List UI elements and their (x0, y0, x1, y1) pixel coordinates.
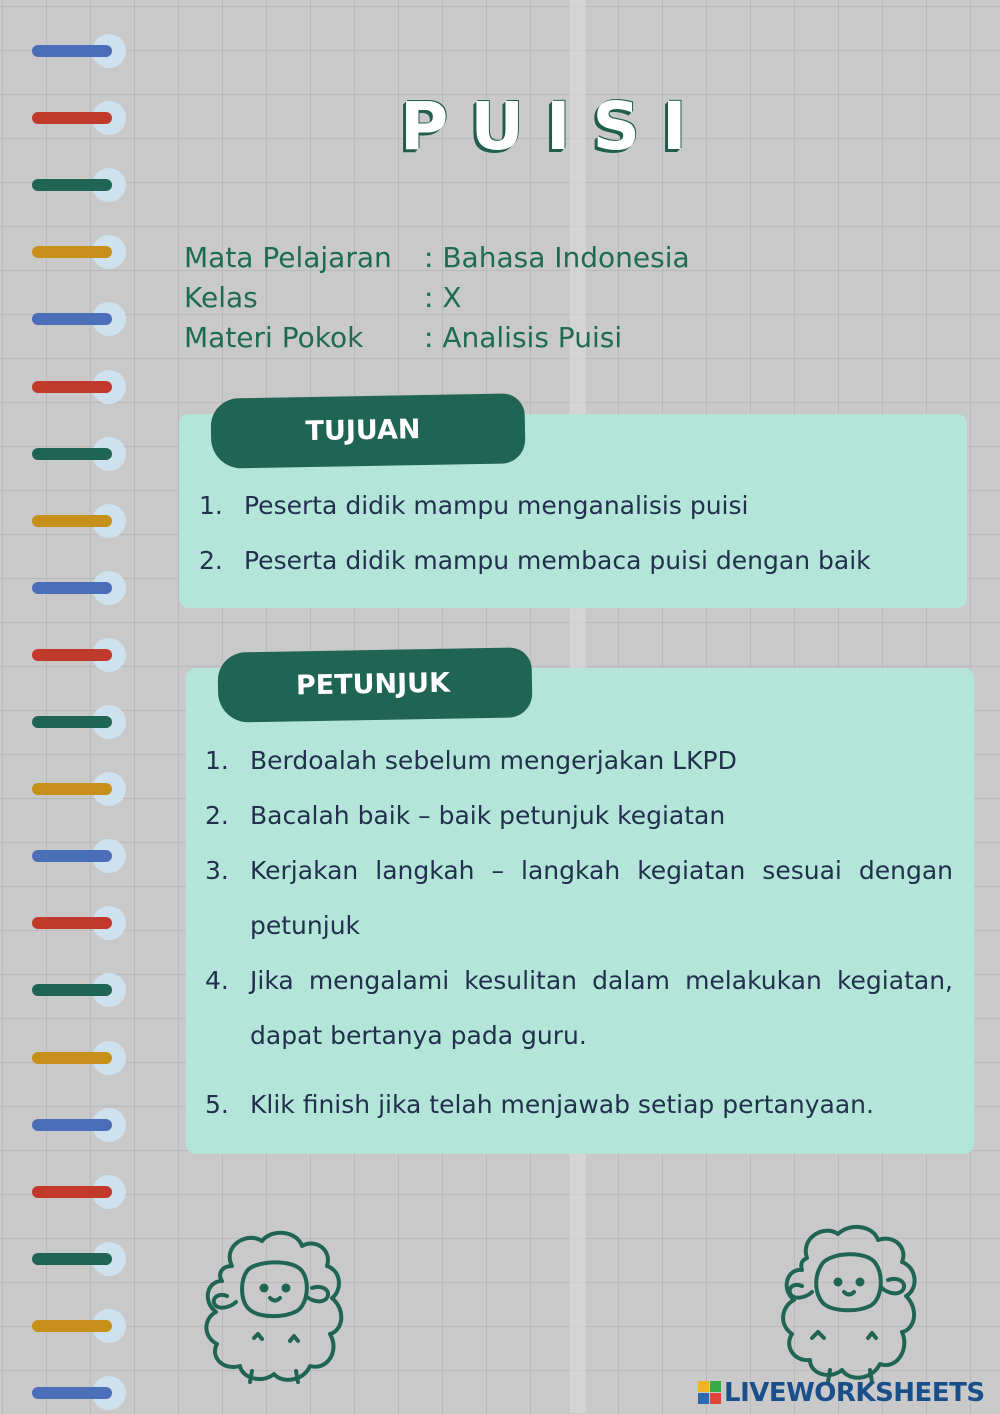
item-number: 1. (199, 491, 223, 520)
spiral-ring (30, 1240, 126, 1280)
spiral-ring (30, 971, 126, 1011)
spiral-ring (30, 636, 126, 676)
liveworksheets-logo-icon (698, 1381, 722, 1405)
spiral-wire (32, 246, 112, 258)
info-row-topic (184, 318, 690, 358)
item-number: 5. (205, 1090, 229, 1119)
petunjuk-heading: PETUNJUK (217, 647, 532, 722)
spiral-ring (30, 904, 126, 944)
spiral-wire (32, 381, 112, 393)
info-value: : Analisis Puisi (424, 321, 623, 354)
info-block (184, 238, 690, 358)
item-text: Peserta didik mampu menganalisis puisi (244, 491, 749, 520)
spiral-ring (30, 1106, 126, 1146)
list-item (205, 843, 953, 953)
spiral-wire (32, 649, 112, 661)
tujuan-list (199, 478, 939, 588)
spiral-wire (32, 582, 112, 594)
list-item (205, 1077, 953, 1132)
spiral-wire (32, 783, 112, 795)
page-title: PUISI (400, 88, 709, 165)
spiral-ring (30, 1307, 126, 1347)
spiral-ring (30, 300, 126, 340)
spiral-ring (30, 837, 126, 877)
list-item (199, 478, 939, 533)
spiral-ring (30, 99, 126, 139)
spiral-ring (30, 569, 126, 609)
item-text: Peserta didik mampu membaca puisi dengan baik (244, 546, 871, 575)
info-value: : Bahasa Indonesia (424, 241, 690, 274)
item-number: 2. (199, 546, 223, 575)
spiral-wire (32, 515, 112, 527)
spiral-wire (32, 984, 112, 996)
spiral-wire (32, 917, 112, 929)
spiral-wire (32, 1119, 112, 1131)
list-item (205, 953, 953, 1063)
list-item (205, 788, 953, 843)
spiral-ring (30, 435, 126, 475)
liveworksheets-brand[interactable] (698, 1376, 985, 1410)
info-row-subject (184, 238, 690, 278)
spiral-wire (32, 448, 112, 460)
info-label: Kelas (184, 281, 258, 314)
item-text: Jika mengalami kesulitan dalam melakukan kegiatan, dapat bertanya pada guru. (250, 966, 953, 1050)
spiral-wire (32, 850, 112, 862)
spiral-binding (0, 0, 140, 1413)
item-number: 4. (205, 966, 229, 995)
spiral-ring (30, 368, 126, 408)
spiral-ring (30, 1039, 126, 1079)
sheep-illustration-icon (192, 1226, 362, 1386)
spiral-wire (32, 1253, 112, 1265)
spiral-ring (30, 166, 126, 206)
info-label: Mata Pelajaran (184, 241, 392, 274)
spiral-wire (32, 716, 112, 728)
item-text: Berdoalah sebelum mengerjakan LKPD (250, 746, 737, 775)
info-value: : X (424, 281, 462, 314)
spiral-wire (32, 112, 112, 124)
spiral-ring (30, 233, 126, 273)
spiral-wire (32, 45, 112, 57)
spiral-ring (30, 1173, 126, 1213)
spiral-wire (32, 1320, 112, 1332)
spiral-ring (30, 32, 126, 72)
spiral-ring (30, 502, 126, 542)
list-item (199, 533, 939, 588)
petunjuk-list (205, 733, 953, 1132)
spiral-wire (32, 1186, 112, 1198)
item-number: 3. (205, 856, 229, 885)
spiral-wire (32, 179, 112, 191)
spiral-ring (30, 770, 126, 810)
spiral-wire (32, 1052, 112, 1064)
item-text: Kerjakan langkah – langkah kegiatan sesuai dengan petunjuk (250, 856, 953, 940)
info-row-class (184, 278, 690, 318)
list-item (205, 733, 953, 788)
spiral-ring (30, 703, 126, 743)
brand-name: LIVEWORKSHEETS (724, 1378, 985, 1408)
item-number: 1. (205, 746, 229, 775)
spiral-ring (30, 1374, 126, 1414)
tujuan-heading: TUJUAN (210, 393, 525, 468)
item-text: Klik finish jika telah menjawab setiap pertanyaan. (250, 1090, 874, 1119)
sheep-illustration-icon (772, 1220, 924, 1386)
info-label: Materi Pokok (184, 321, 364, 354)
spiral-wire (32, 313, 112, 325)
item-number: 2. (205, 801, 229, 830)
item-text: Bacalah baik – baik petunjuk kegiatan (250, 801, 726, 830)
spiral-wire (32, 1387, 112, 1399)
